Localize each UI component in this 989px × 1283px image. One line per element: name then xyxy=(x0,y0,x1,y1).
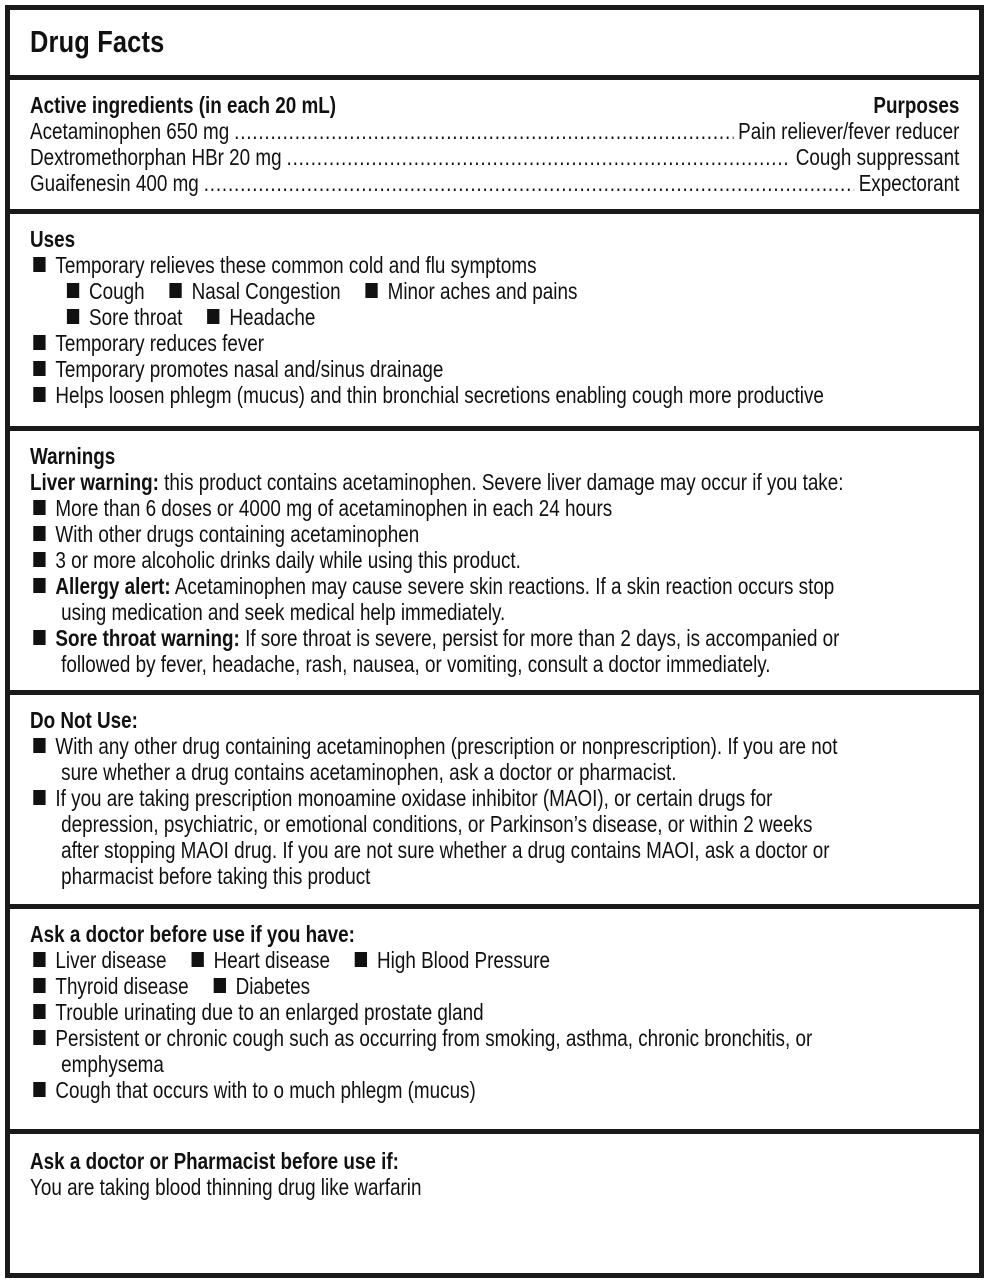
active-ingredients-heading: Active ingredients (in each 20 mL) xyxy=(30,92,337,118)
list-item: With other drugs containing acetaminophen xyxy=(30,521,959,547)
title-section xyxy=(10,10,979,80)
ingredient-name: Dextromethorphan HBr 20 mg xyxy=(30,144,282,170)
bullet-square-icon xyxy=(365,283,377,298)
sore-throat-warning: Sore throat warning: If sore throat is severe, persist for more than 2 days, is accompanied or xyxy=(30,625,959,651)
ingredient-purpose: Expectorant xyxy=(858,170,960,196)
do-not-use-section xyxy=(10,695,979,909)
bullet-square-icon xyxy=(191,952,203,967)
list-item: With any other drug containing acetaminophen (prescription or nonprescription). If you are not xyxy=(30,733,959,759)
bullet-square-icon xyxy=(33,387,45,402)
list-item: If you are taking prescription monoamine oxidase inhibitor (MAOI), or certain drugs for xyxy=(30,785,959,811)
bullet-square-icon xyxy=(355,952,367,967)
warnings-heading: Warnings xyxy=(30,443,116,469)
allergy-alert-continued: using medication and seek medical help immediately. xyxy=(61,599,506,625)
ask-pharmacist-heading: Ask a doctor or Pharmacist before use if: xyxy=(30,1148,399,1174)
symptom: Cough xyxy=(89,278,145,304)
drug-facts-panel xyxy=(5,5,984,1278)
symptom: Sore throat xyxy=(89,304,183,330)
ask-doctor-heading: Ask a doctor before use if you have: xyxy=(30,921,355,947)
bullet-square-icon xyxy=(33,257,45,272)
warnings-section xyxy=(10,431,979,695)
ingredient-name: Guaifenesin 400 mg xyxy=(30,170,199,196)
condition-row xyxy=(30,947,959,973)
bullet-square-icon xyxy=(33,361,45,376)
ingredient-row xyxy=(30,144,959,170)
list-item: Temporary promotes nasal and/sinus drainage xyxy=(30,356,959,382)
symptom: Nasal Congestion xyxy=(191,278,341,304)
ingredient-purpose: Pain reliever/fever reducer xyxy=(738,118,960,144)
bullet-square-icon xyxy=(33,552,45,567)
symptom: Minor aches and pains xyxy=(387,278,578,304)
symptom-row xyxy=(30,278,959,304)
ask-doctor-section xyxy=(10,909,979,1134)
list-item-continued: sure whether a drug contains acetaminophen, ask a doctor or pharmacist. xyxy=(61,759,677,785)
drug-facts-title: Drug Facts xyxy=(30,24,165,59)
leader-dots xyxy=(287,144,791,170)
bullet-square-icon xyxy=(207,309,219,324)
condition: Heart disease xyxy=(213,947,330,973)
bullet-square-icon xyxy=(213,978,225,993)
condition: High Blood Pressure xyxy=(377,947,551,973)
ingredient-row xyxy=(30,170,959,196)
list-item-continued: pharmacist before taking this product xyxy=(61,863,371,889)
uses-heading: Uses xyxy=(30,226,76,252)
liver-warning: Liver warning: this product contains acetaminophen. Severe liver damage may occur if you take: xyxy=(30,469,844,495)
bullet-square-icon xyxy=(33,952,45,967)
ingredient-row xyxy=(30,118,959,144)
list-item: More than 6 doses or 4000 mg of acetaminophen in each 24 hours xyxy=(30,495,959,521)
list-item-continued: after stopping MAOI drug. If you are not sure whether a drug contains MAOI, ask a doctor or xyxy=(61,837,830,863)
list-item: Cough that occurs with to o much phlegm (mucus) xyxy=(30,1077,959,1103)
ingredient-name: Acetaminophen 650 mg xyxy=(30,118,230,144)
bullet-square-icon xyxy=(33,790,45,805)
condition: Diabetes xyxy=(235,973,311,999)
bullet-square-icon xyxy=(67,283,79,298)
leader-dots xyxy=(234,118,733,144)
bullet-square-icon xyxy=(33,978,45,993)
bullet-square-icon xyxy=(33,1082,45,1097)
bullet-square-icon xyxy=(33,738,45,753)
bullet-square-icon xyxy=(170,283,182,298)
ask-pharmacist-text: You are taking blood thinning drug like warfarin xyxy=(30,1174,422,1200)
allergy-alert: Allergy alert: Acetaminophen may cause severe skin reactions. If a skin reaction occurs stop xyxy=(30,573,959,599)
do-not-use-heading: Do Not Use: xyxy=(30,707,138,733)
condition: Thyroid disease xyxy=(55,973,189,999)
list-item: Persistent or chronic cough such as occurring from smoking, asthma, chronic bronchitis, or xyxy=(30,1025,959,1051)
symptom-row xyxy=(30,304,959,330)
list-item: Temporary reduces fever xyxy=(30,330,959,356)
list-item-continued: depression, psychiatric, or emotional conditions, or Parkinson’s disease, or within 2 weeks xyxy=(61,811,813,837)
bullet-square-icon xyxy=(33,500,45,515)
list-item: 3 or more alcoholic drinks daily while using this product. xyxy=(30,547,959,573)
active-ingredients-section xyxy=(10,80,979,214)
bullet-square-icon xyxy=(67,309,79,324)
bullet-square-icon xyxy=(33,1004,45,1019)
bullet-square-icon xyxy=(33,335,45,350)
uses-section xyxy=(10,214,979,431)
bullet-square-icon xyxy=(33,578,45,593)
bullet-square-icon xyxy=(33,526,45,541)
list-item: Trouble urinating due to an enlarged prostate gland xyxy=(30,999,959,1025)
condition: Liver disease xyxy=(55,947,167,973)
purposes-heading: Purposes xyxy=(873,92,960,118)
list-item: Temporary relieves these common cold and flu symptoms xyxy=(30,252,959,278)
sore-throat-warning-continued: followed by fever, headache, rash, nausea, or vomiting, consult a doctor immediately. xyxy=(61,651,771,677)
condition-row xyxy=(30,973,959,999)
bullet-square-icon xyxy=(33,1030,45,1045)
ingredient-purpose: Cough suppressant xyxy=(795,144,960,170)
leader-dots xyxy=(204,170,854,196)
symptom: Headache xyxy=(229,304,316,330)
ingredients-header xyxy=(30,92,959,118)
list-item-continued: emphysema xyxy=(61,1051,164,1077)
ask-pharmacist-section xyxy=(10,1134,979,1278)
bullet-square-icon xyxy=(33,630,45,645)
list-item: Helps loosen phlegm (mucus) and thin bronchial secretions enabling cough more productive xyxy=(30,382,959,408)
